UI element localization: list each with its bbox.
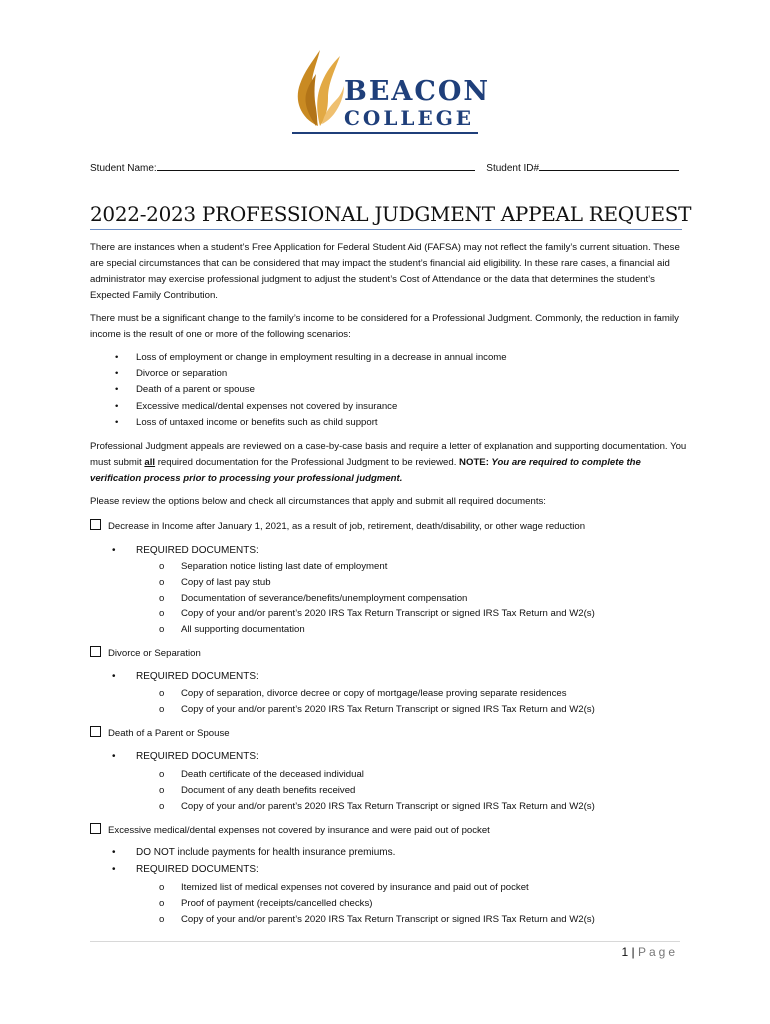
beacon-college-logo	[290, 48, 491, 138]
required-documents-heading: • REQUIRED DOCUMENTS:	[112, 751, 259, 762]
logo-text-line2: COLLEGE	[344, 106, 475, 130]
list-item: o Document of any death benefits received	[159, 784, 356, 796]
checkbox[interactable]	[90, 726, 101, 737]
required-documents-heading: • REQUIRED DOCUMENTS:	[112, 864, 259, 875]
footer-separator: |	[631, 945, 635, 959]
note-label: NOTE:	[459, 457, 489, 468]
list-item: • Loss of untaxed income or benefits such as child support	[115, 416, 378, 428]
list-item: o Copy of last pay stub	[159, 576, 271, 588]
list-item: o Separation notice listing last date of employment	[159, 561, 388, 572]
page-word: Page	[637, 945, 678, 959]
scenario-list	[112, 350, 672, 431]
checkbox-label: Death of a Parent or Spouse	[108, 728, 230, 739]
list-item: o Copy of your and/or parent’s 2020 IRS Tax Return Transcript or signed IRS Tax Return and W2(s)	[159, 608, 595, 620]
checkbox-label: Excessive medical/dental expenses not covered by insurance and were paid out of pocket	[108, 825, 490, 836]
checkbox-row-divorce[interactable]	[90, 646, 201, 659]
checkbox[interactable]	[90, 646, 101, 657]
page-number: 1	[621, 945, 629, 959]
list-item: o Copy of your and/or parent’s 2020 IRS Tax Return Transcript or signed IRS Tax Return and W2(s)	[159, 913, 595, 925]
list-item: o Copy of separation, divorce decree or copy of mortgage/lease proving separate residences	[159, 688, 567, 699]
review-paragraph: Professional Judgment appeals are reviewed on a case-by-case basis and require a letter of explanation and supporting documentation. You must submit all required documentation for the Professional Judgment to be reviewed. NOTE: You are required to complete the verification process prior to processing your professional judgment.	[90, 441, 687, 484]
instruction-text: Please review the options below and check all circumstances that apply and submit all required documents:	[90, 496, 546, 507]
all-emphasis: all	[144, 457, 156, 468]
required-docs-list	[156, 767, 595, 814]
checkbox-label: Divorce or Separation	[108, 648, 201, 659]
footer-divider	[90, 941, 680, 942]
required-documents-heading: • REQUIRED DOCUMENTS:	[112, 671, 259, 682]
page-footer	[621, 945, 678, 959]
scenario-intro-paragraph: There must be a significant change to the family’s income to be considered for a Professional Judgment. Commonly, the reduction in family income is the result of one or more of the following scenarios:	[90, 313, 679, 340]
student-name-field[interactable]	[157, 161, 475, 171]
list-item: o Copy of your and/or parent’s 2020 IRS Tax Return Transcript or signed IRS Tax Return and W2(s)	[159, 800, 595, 812]
list-item: • Loss of employment or change in employment resulting in a decrease in annual income	[115, 352, 507, 363]
checkbox-row-medical[interactable]	[90, 823, 490, 836]
student-id-field[interactable]	[539, 161, 679, 171]
checkbox-row-death[interactable]	[90, 726, 230, 739]
list-item: • Divorce or separation	[115, 368, 228, 380]
logo-text-line1: BEACON	[344, 76, 491, 107]
required-docs-list	[156, 686, 595, 718]
checkbox-row-decrease-income[interactable]	[90, 519, 585, 532]
student-id-label: Student ID#	[486, 163, 540, 174]
required-docs-list	[156, 559, 595, 638]
required-documents-heading: • REQUIRED DOCUMENTS:	[112, 545, 259, 556]
logo-underline	[292, 132, 478, 134]
list-item: • Excessive medical/dental expenses not covered by insurance	[115, 400, 398, 412]
list-item: o Itemized list of medical expenses not covered by insurance and paid out of pocket	[159, 882, 529, 893]
list-item: o Death certificate of the deceased individual	[159, 769, 364, 780]
student-name-label: Student Name:	[90, 163, 157, 174]
flame-icon	[290, 48, 346, 128]
page-title: 2022-2023 PROFESSIONAL JUDGMENT APPEAL REQUEST	[90, 202, 692, 226]
list-item: o Documentation of severance/benefits/unemployment compensation	[159, 592, 468, 604]
required-docs-list	[156, 880, 595, 927]
note-text: You are required to complete the verification process prior to processing your professional judgment.	[90, 457, 641, 484]
list-item: o Copy of your and/or parent’s 2020 IRS Tax Return Transcript or signed IRS Tax Return and W2(s)	[159, 703, 595, 715]
title-divider	[90, 229, 682, 230]
student-info-line	[90, 161, 679, 174]
checkbox-label: Decrease in Income after January 1, 2021, as a result of job, retirement, death/disability, or other wage reduction	[108, 521, 586, 532]
list-item: o Proof of payment (receipts/cancelled checks)	[159, 897, 373, 909]
intro-paragraph: There are instances when a student’s Free Application for Federal Student Aid (FAFSA) may not reflect the family’s current situation. These are special circumstances that can be considered that may impact the student’s financial aid eligibility. In these rare cases, a financial aid administrator may exercise professional judgment to adjust the student’s Cost of Attendance or the data that determines the student’s Expected Family Contribution.	[90, 242, 680, 301]
list-item: • Death of a parent or spouse	[115, 384, 255, 396]
do-not-include-note: • DO NOT include payments for health insurance premiums.	[112, 847, 396, 858]
list-item: o All supporting documentation	[159, 624, 305, 636]
checkbox[interactable]	[90, 823, 101, 834]
checkbox[interactable]	[90, 519, 101, 530]
